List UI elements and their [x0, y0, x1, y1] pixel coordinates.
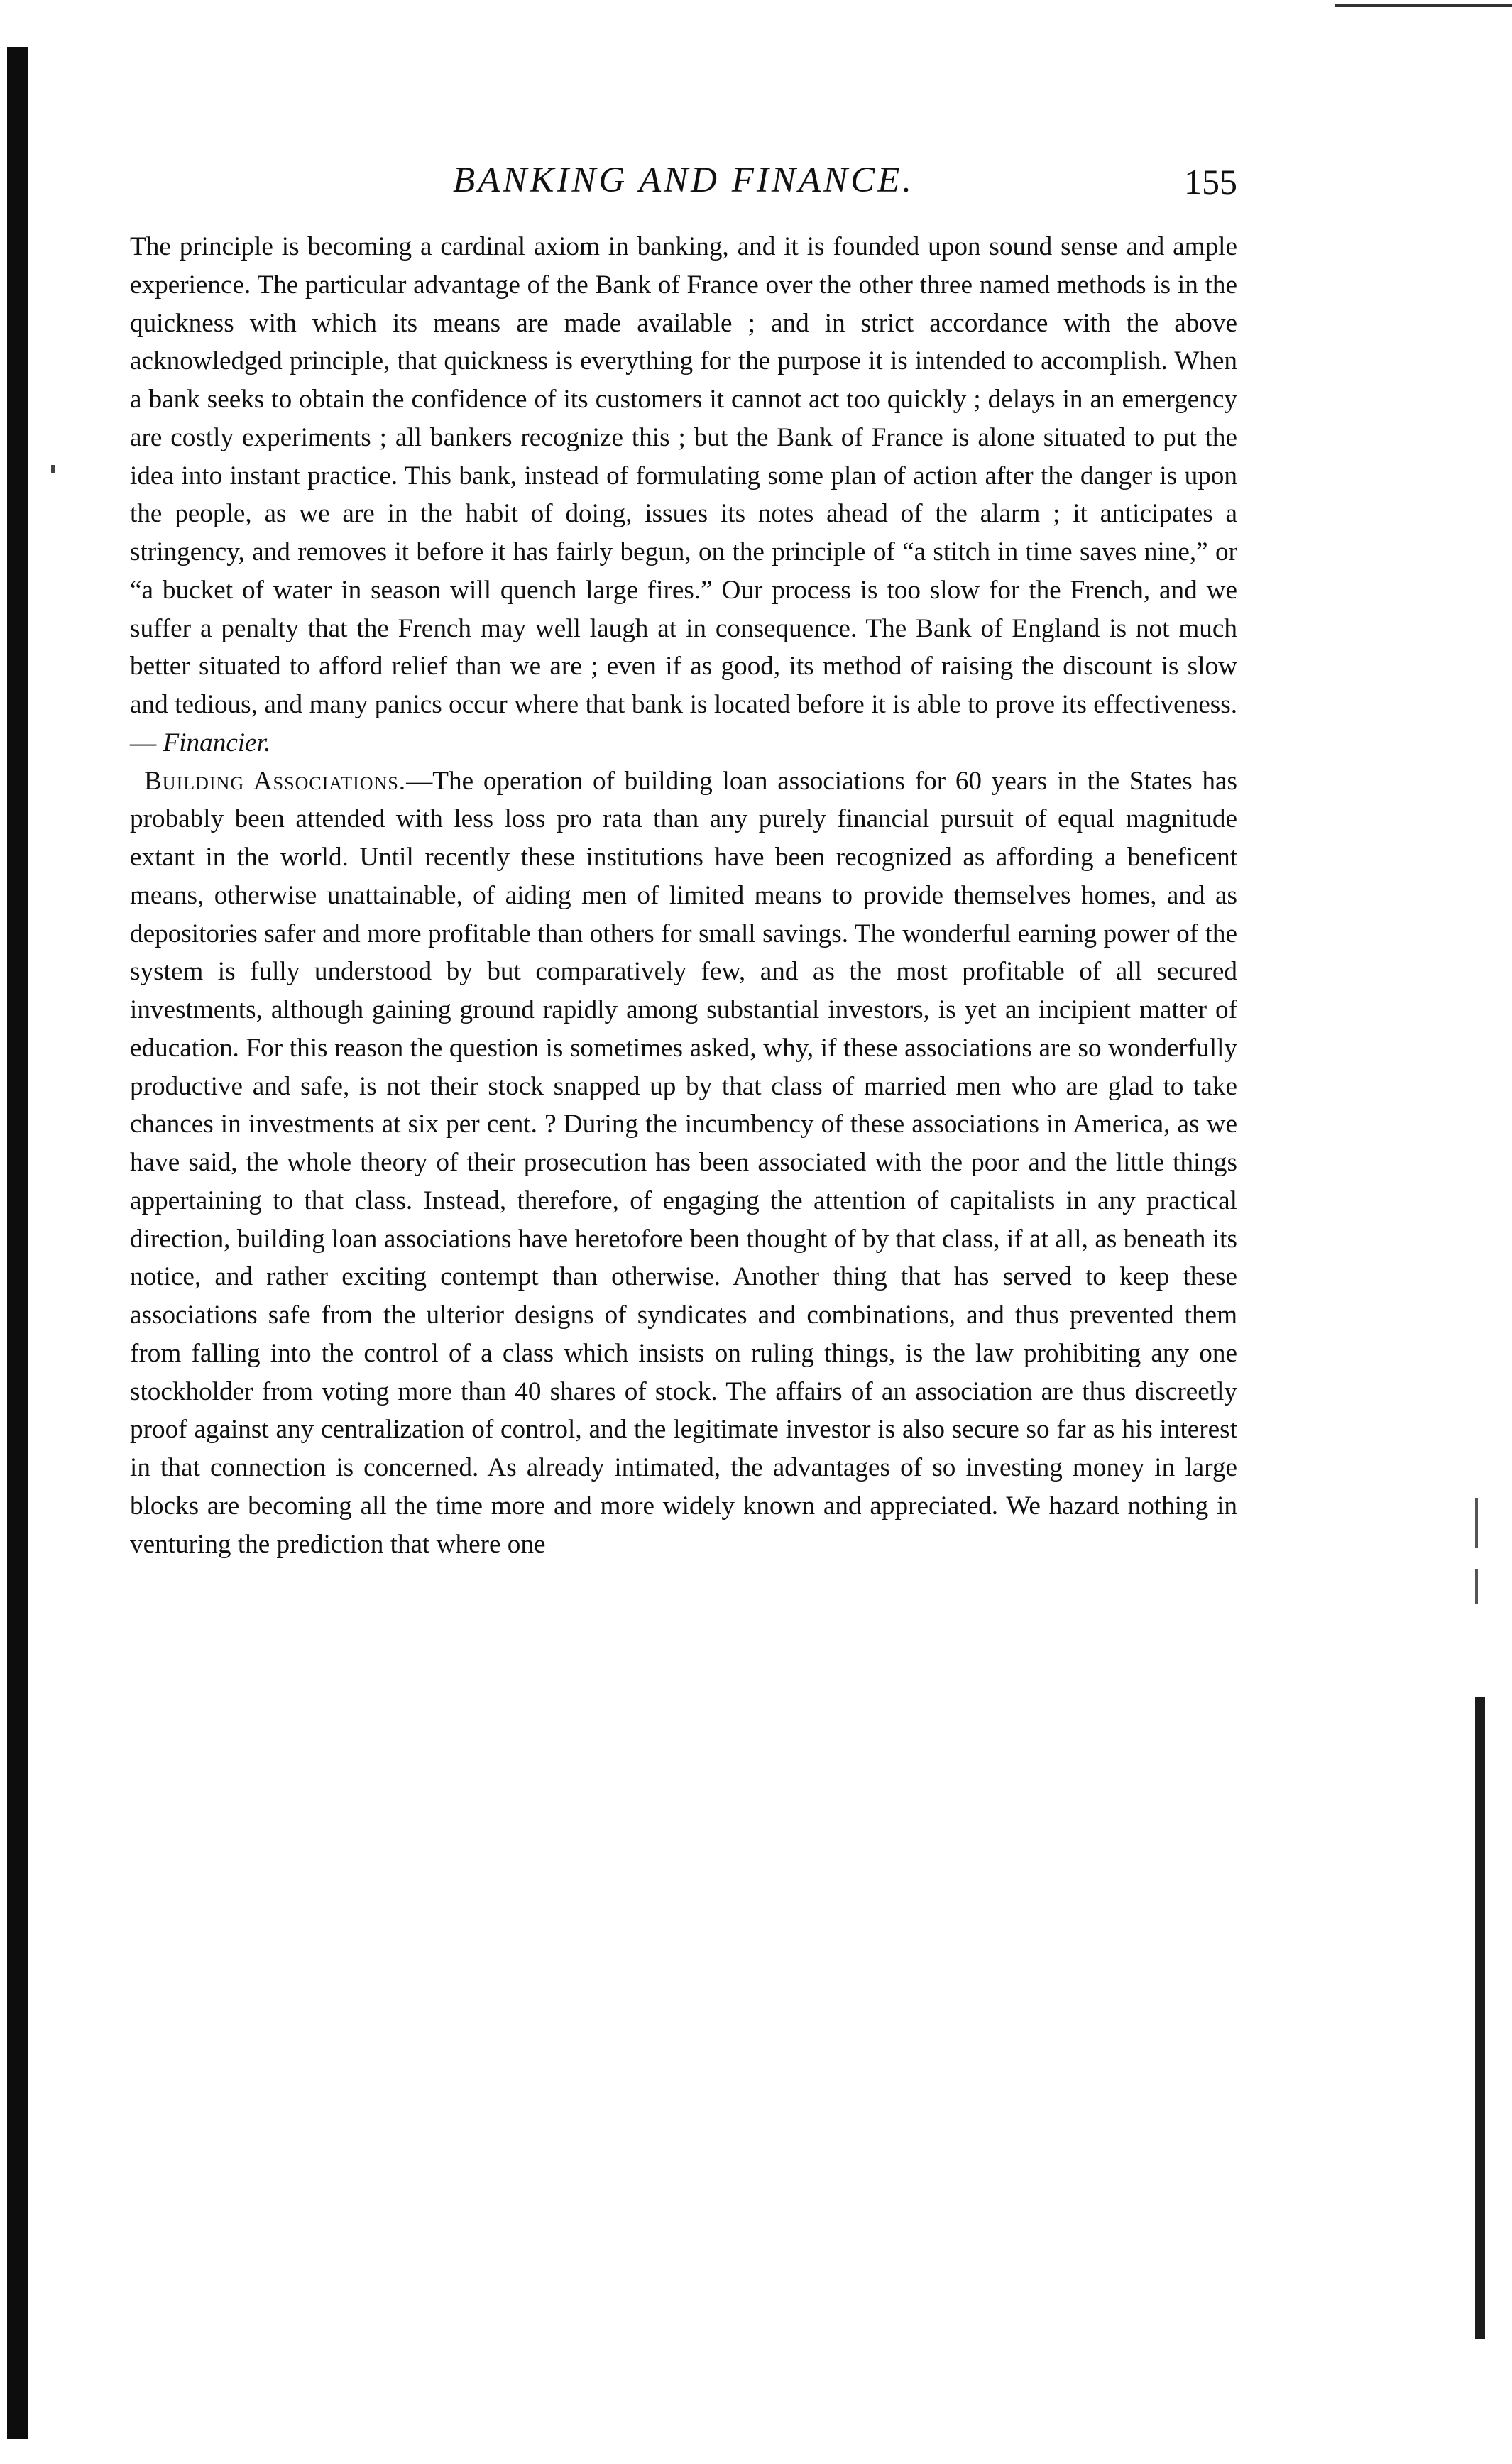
article-banking-text: The principle is becoming a cardinal axiom in banking, and it is founded upon sound sense and ample experience. The particular advantage of the Bank of France over the other three named methods is in the quickness with which its means are made available ; and in strict accordance with the above acknowledged principle, that quickness is everything for the purpose it is intended to accomplish. When a bank seeks to obtain the confidence of its customers it cannot act too quickly ; delays in an emergency are costly experiments ; all bankers recognize this ; but the Bank of France is alone situated to put the idea into instant practice. This bank, instead of formulating some plan of action after the danger is upon the people, as we are in the habit of doing, issues its notes ahead of the alarm ; it anticipates a stringency, and removes it before it has fairly begun, on the principle of “a stitch in time saves nine,” or “a bucket of water in season will quench large fires.” Our process is too slow for the French, and we suffer a penalty that the French may well laugh at in consequence. The Bank of England is not much better situated to afford relief than we are ; even if as good, its method of raising the discount is slow and tedious, and many panics occur where that bank is located before it is able to prove its effectiveness.— — [130, 232, 1237, 757]
source-credit: Financier. — [163, 728, 271, 757]
article-banking-paragraph — [130, 228, 1237, 762]
page-number: 155 — [1184, 162, 1237, 202]
top-rule — [1335, 4, 1512, 7]
edge-mark — [51, 465, 55, 473]
edge-mark — [1475, 1498, 1478, 1548]
section-heading: Building Associations. — [144, 766, 407, 796]
edge-mark — [1475, 1569, 1478, 1604]
article-building-associations-text: —The operation of building loan associations for 60 years in the States has probably been attended with less loss pro rata than any purely financial pursuit of equal magnitude extant in the world. Until recently these institutions have been recognized as affording a beneficent means, otherwise unattainable, of aiding men of limited means to provide themselves homes, and as depositories safer and more profitable than others for small savings. The wonderful earning power of the system is fully understood by but comparatively few, and as the most profitable of all secured investments, although gaining ground rapidly among substantial investors, is yet an incipient matter of education. For this reason the question is sometimes asked, why, if these associations are so wonderfully productive and safe, is not their stock snapped up by that class of married men who are glad to take chances in investments at six per cent. ? During the incumbency of these associations in America, as we have said, the whole theory of their prosecution has been associated with the poor and the little things appertaining to that class. Instead, therefore, of engaging the attention of capitalists in any practical direction, building loan associations have heretofore been thought of by that class, if at all, as beneath its notice, and rather exciting contempt than otherwise. Another thing that has served to keep these associations safe from the ulterior designs of syndicates and combinations, and thus prevented them from falling into the control of a class which insists on ruling things, is the law prohibiting any one stockholder from voting more than 40 shares of stock. The affairs of an association are thus discreetly proof against any centralization of control, and the legitimate investor is also secure so far as his interest in that connection is concerned. As already intimated, the advantages of so investing money in large blocks are becoming all the time more and more widely known and appreciated. We hazard nothing in venturing the prediction that where one — [130, 766, 1237, 1559]
right-edge-bar — [1475, 1697, 1485, 2339]
running-head — [130, 160, 1237, 228]
page-edge-shadow — [7, 47, 28, 2439]
page-title: BANKING AND FINANCE. — [453, 160, 914, 200]
article-building-associations-paragraph — [130, 762, 1237, 1564]
page-content — [130, 160, 1237, 1563]
body-text — [130, 228, 1237, 1563]
